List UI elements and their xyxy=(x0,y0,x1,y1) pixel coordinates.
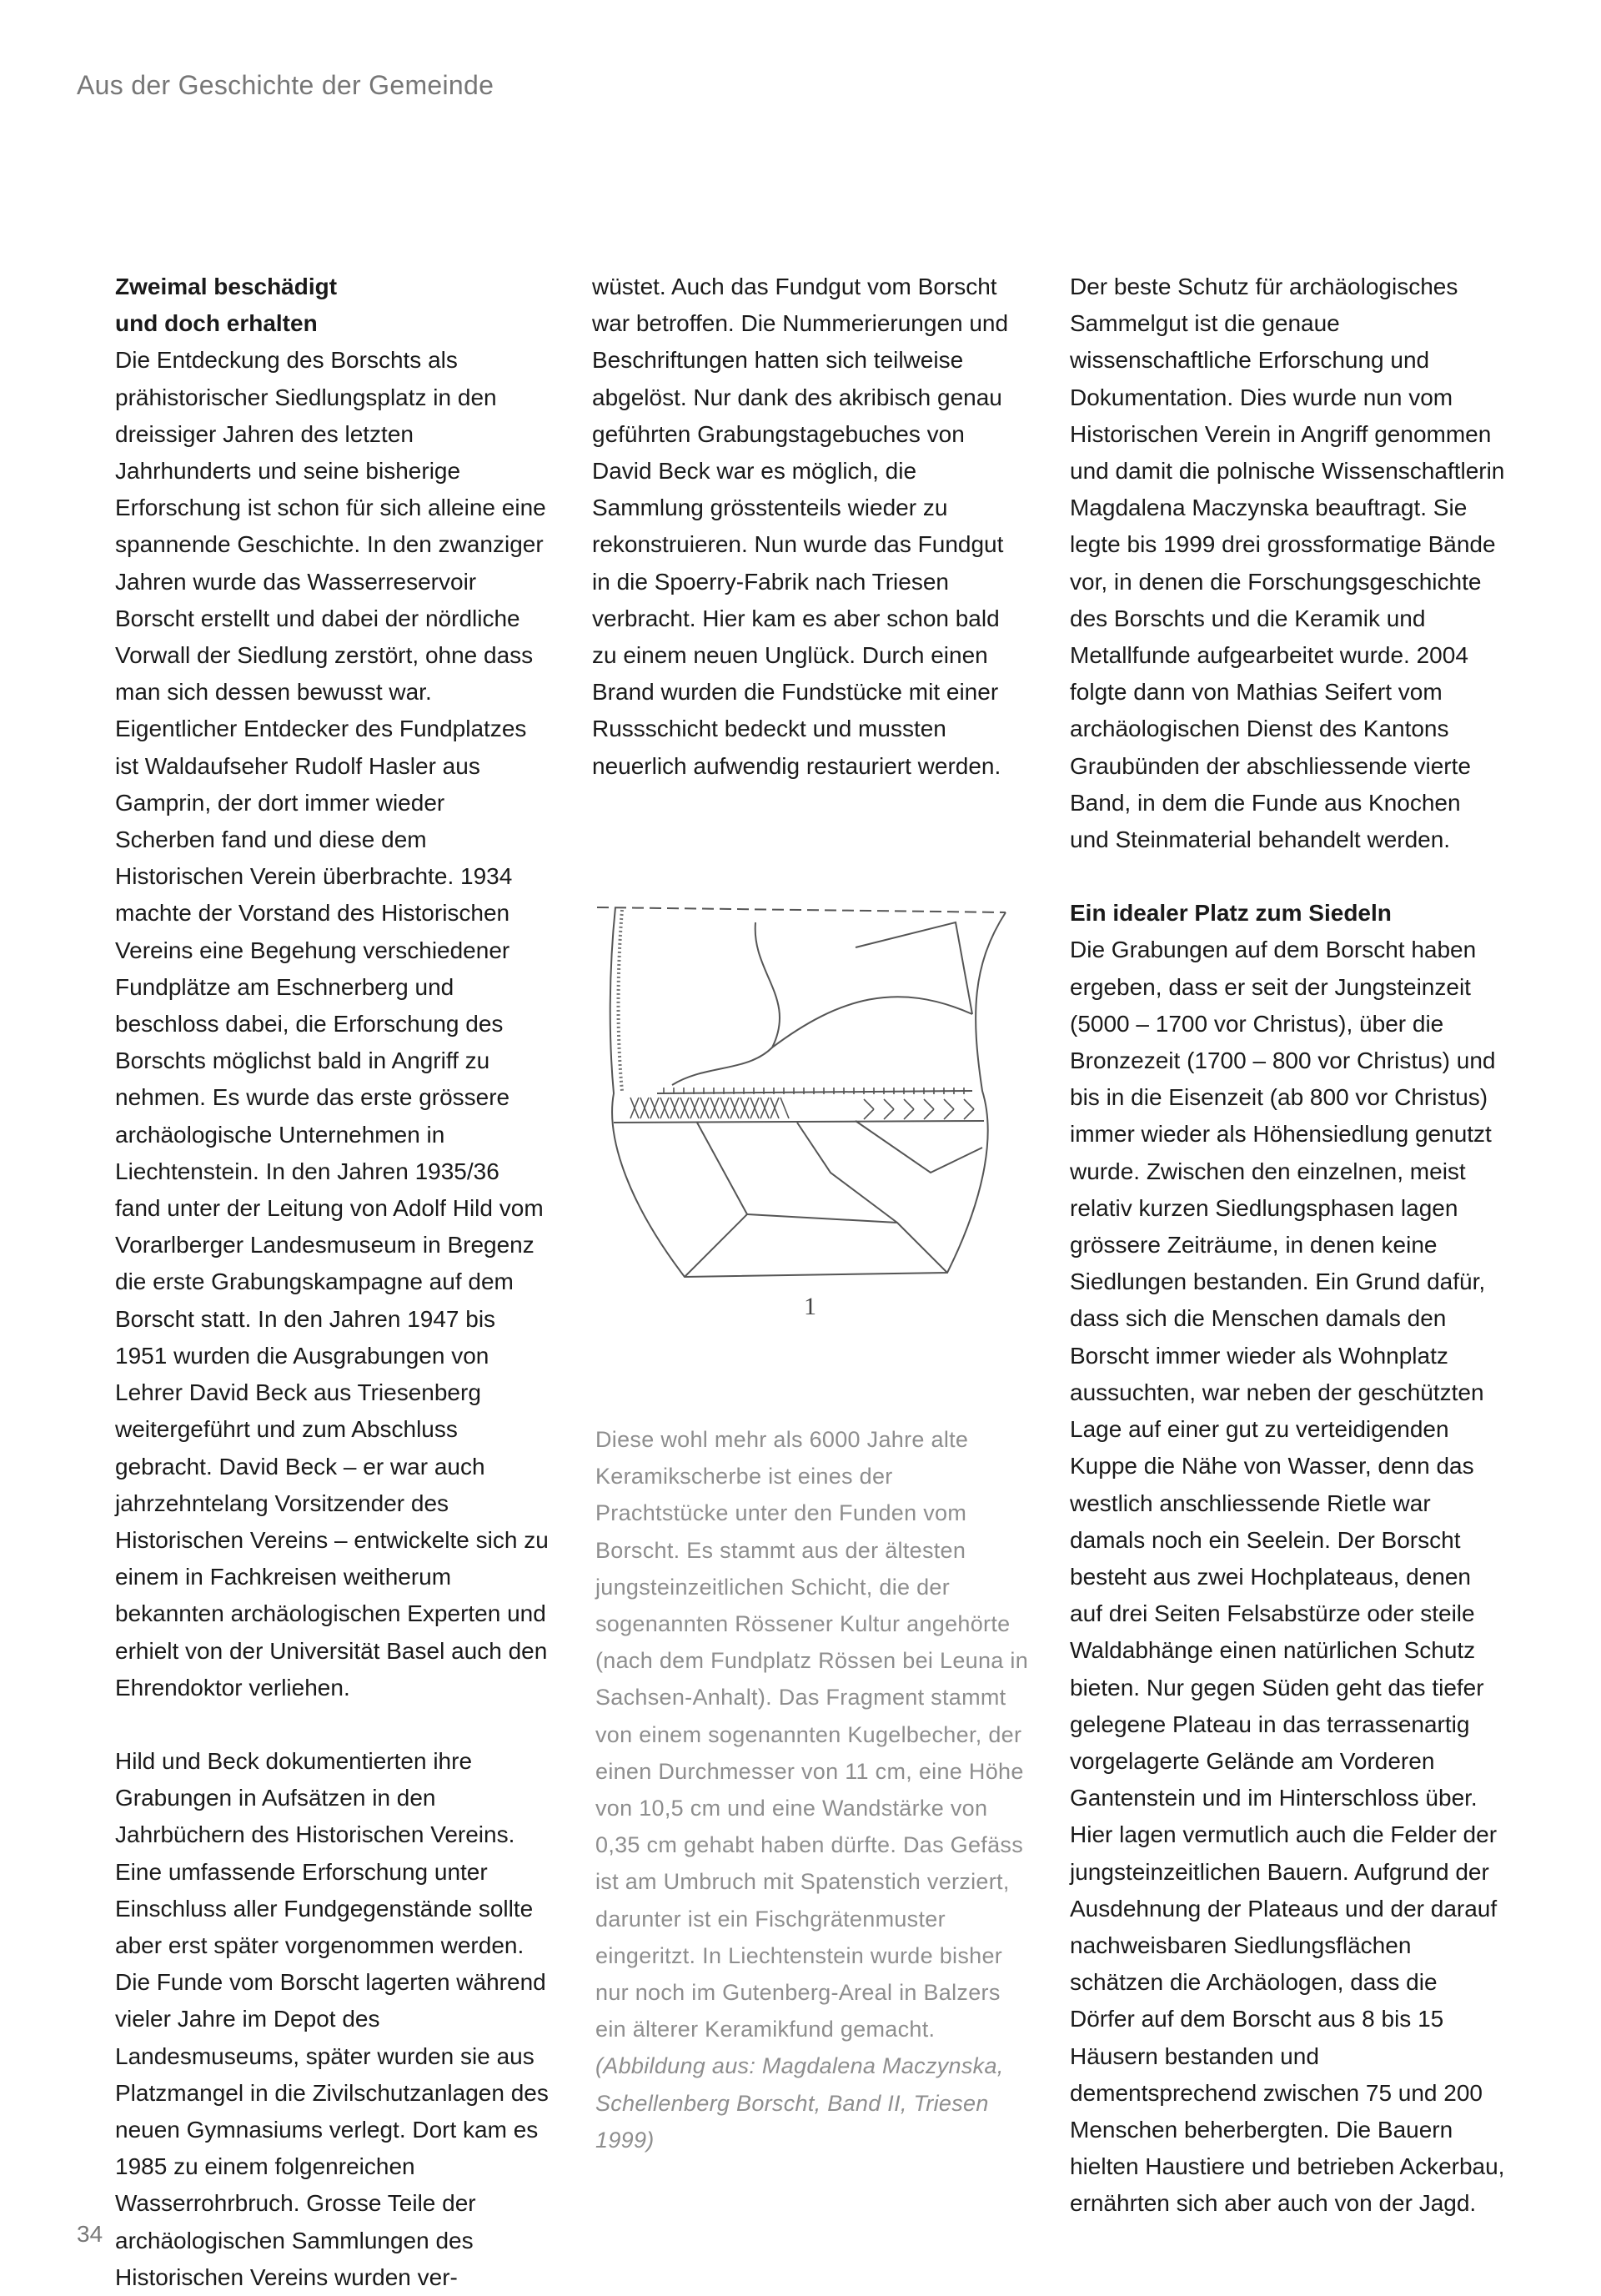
body-paragraph: Der beste Schutz für archäologisches Sammelgut ist die genaue wissenschaftliche Erforschung und Dokumentation. Dies wurde nun vom Historischen Verein in Angriff genommen und damit die polnische Wissenschaftlerin Magdalena Maczynska beauftragt. Sie legte bis 1999 drei grossformatige Bände vor, in denen die Forschungsgeschichte des Borschts und die Keramik und Metallfunde aufgearbeitet wurde. 2004 folgte dann von Mathias Seifert vom archäologischen Dienst des Kantons Graubünden der abschliessende vierte Band, in dem die Funde aus Knochen und Steinmaterial behandelt werden. xyxy=(1070,274,1505,853)
figure-number: 1 xyxy=(804,1293,816,1320)
inner-wall xyxy=(619,910,623,1091)
section-heading-2: Ein idealer Platz zum Siedeln xyxy=(1070,900,1392,927)
caption-credit: (Abbildung aus: Magdalena Maczynska, Schellenberg Borscht, Band II, Triesen 1999) xyxy=(595,2053,1004,2153)
body-paragraph: Die Grabungen auf dem Borscht haben ergeben, dass er seit der Jungsteinzeit (5000 – 1700 vor Christus), über die Bronzezeit (1700 – 800 vor Christus) und bis in die Eisenzeit (ab 800 vor Christus) immer wieder als Höhensiedlung genutzt wurde. Zwischen den einzelnen, meist relativ kurzen Siedlungsphasen lagen grössere Zeiträume, in denen keine Siedlungen bestanden. Ein Grund dafür, dass sich die Menschen damals den Borscht immer wieder als Wohnplatz aussuchten, war neben der geschützten Lage auf einer gut zu verteidigenden Kuppe die Nähe von Wasser, denn das westlich anschliessende Rietle war damals noch ein Seelein. Der Borscht besteht aus zwei Hochplateaus, denen auf drei Seiten Felsabstürze oder steile Waldabhänge einen natürlichen Schutz bieten. Nur gegen Süden geht das tiefer gelegene Plateau in das terrassenartig vorgelagerte Gelände am Vorderen Gantenstein und im Hinterschloss über. Hier lagen vermutlich auch die Felder der jungsteinzeitlichen Bauern. Aufgrund der Ausdehnung der Plateaus und der darauf nachweisbaren Siedlungsflächen schätzen die Archäologen, dass die Dörfer auf dem Borscht aus 8 bis 15 Häusern bestanden und dementsprechend zwischen 75 und 200 Menschen beherbergten. Die Bauern hielten Haustiere und betrieben Ackerbau, ernährten sich aber auch von der Jagd. xyxy=(1070,937,1505,2217)
column-2 xyxy=(592,269,1027,785)
body-paragraph: wüstet. Auch das Fundgut vom Borscht war betroffen. Die Nummerierungen und Beschriftungen hatten sich teilweise abgelöst. Nur dank des akribisch genau geführten Grabungstagebuches von David Beck war es möglich, die Sammlung grösstenteils wieder zu rekonstruieren. Nun wurde das Fundgut in die Spoerry-Fabrik nach Triesen verbracht. Hier kam es aber schon bald zu einem neuen Unglück. Durch einen Brand wurden die Fundstücke mit einer Russschicht bedeckt und mussten neuerlich aufwendig restauriert werden. xyxy=(592,274,1009,779)
page-number: 34 xyxy=(77,2221,103,2247)
vessel-rim xyxy=(597,907,1006,912)
ceramic-shard-drawing xyxy=(580,872,1031,1323)
body-paragraph: Die Entdeckung des Borschts als prähistorischer Siedlungsplatz in den dreissiger Jahren des letzten Jahrhunderts und seine bisherige Erforschung ist schon für sich alleine eine spannende Geschichte. In den zwanziger Jahren wurde das Wasserreservoir Borscht erstellt und dabei der nördliche Vorwall der Siedlung zerstört, ohne dass man sich dessen bewusst war. Eigentlicher Entdecker des Fundplatzes ist Waldaufseher Rudolf Hasler aus Gamprin, der dort immer wieder Scherben fand und diese dem Historischen Verein überbrachte. 1934 machte der Vorstand des Historischen Vereins eine Begehung verschiedener Fundplätze am Eschnerberg und beschloss dabei, die Erforschung des Borschts möglichst bald in Angriff zu nehmen. Es wurde das erste grössere archäologische Unternehmen in Liechtenstein. In den Jahren 1935/36 fand unter der Leitung von Adolf Hild vom Vorarlberger Landesmuseum in Bregenz die erste Grabungskampagne auf dem Borscht statt. In den Jahren 1947 bis 1951 wurden die Ausgrabungen von Lehrer David Beck aus Triesenberg weitergeführt und zum Abschluss gebracht. David Beck – er war auch jahrzehntelang Vorsitzender des Historischen Vereins – entwickelte sich zu einem in Fachkreisen weitherum bekannten archäologischen Experten und erhielt von der Universität Basel auch den Ehrendoktor verliehen. xyxy=(115,347,549,1701)
caption-text: Diese wohl mehr als 6000 Jahre alte Keramikscherbe ist eines der Prachtstücke unter den Funden vom Borscht. Es stammt aus der ältesten jungsteinzeitlichen Schicht, die der sogenannten Rössener Kultur angehörte (nach dem Fundplatz Rössen bei Leuna in Sachsen-Anhalt). Das Fragment stammt von einem sogenannten Kugelbecher, der einen Durchmesser von 11 cm, eine Höhe von 10,5 cm und eine Wandstärke von 0,35 cm gehabt haben dürfte. Das Gefäss ist am Umbruch mit Spatenstich verziert, darunter ist ein Fischgrätenmuster eingeritzt. In Liechtenstein wurde bisher nur noch im Gutenberg-Areal in Balzers ein älterer Keramikfund gemacht. xyxy=(595,1427,1029,2042)
column-3 xyxy=(1070,269,1505,2223)
running-title: Aus der Geschichte der Gemeinde xyxy=(77,70,494,100)
section-heading-1b: und doch erhalten xyxy=(115,310,318,337)
figure-caption xyxy=(595,1421,1029,2158)
column-1 xyxy=(115,269,550,2296)
body-paragraph: Hild und Beck dokumentierten ihre Grabungen in Aufsätzen in den Jahrbüchern des Historischen Vereins. Eine umfassende Erforschung unter Einschluss aller Fundgegenstände sollte aber erst später vorgenommen werden. Die Funde vom Borscht lagerten während vieler Jahre im Depot des Landesmuseums, später wurden sie aus Platzmangel in die Zivilschutzanlagen des neuen Gymnasiums verlegt. Dort kam es 1985 zu einem folgenreichen Wasserrohrbruch. Grosse Teile der archäologischen Sammlungen des Historischen Vereins wurden ver- xyxy=(115,1747,549,2290)
section-heading-1a: Zweimal beschädigt xyxy=(115,274,338,299)
